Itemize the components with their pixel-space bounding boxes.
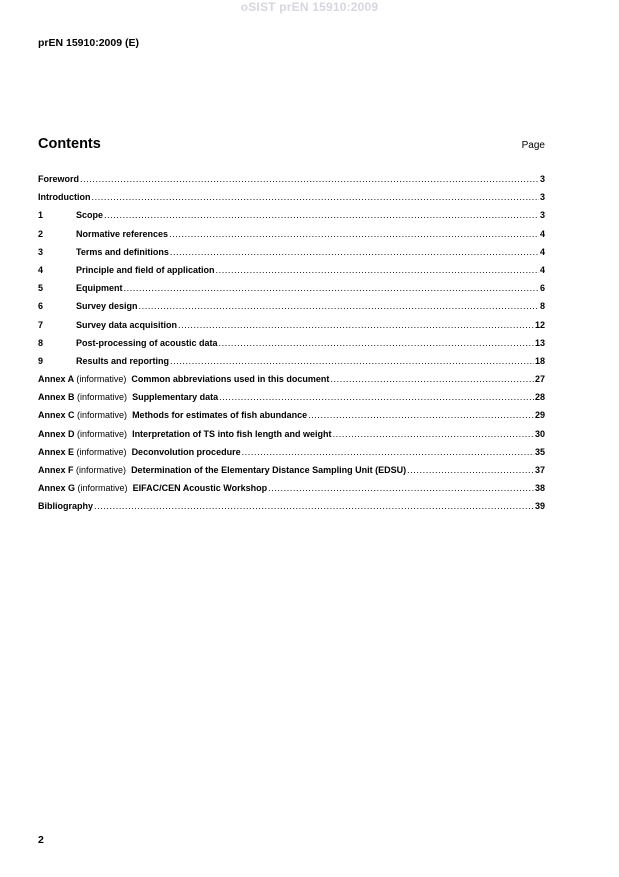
toc-annex-label: Annex D xyxy=(38,428,75,439)
toc-entry[interactable] xyxy=(38,501,545,519)
toc-annex-label: Annex C xyxy=(38,410,75,421)
toc-entry-title: Survey data acquisition xyxy=(76,319,178,330)
toc-entry-title-group xyxy=(76,283,123,293)
toc-entry-title-group xyxy=(38,483,267,493)
toc-entry-page: 6 xyxy=(539,283,545,294)
toc-entry-title-group xyxy=(38,501,93,511)
toc-entry-page: 8 xyxy=(539,301,545,312)
toc-entry-title-group xyxy=(76,320,177,330)
toc-entry-page: 29 xyxy=(534,410,545,421)
toc-entry-title: Principle and field of application xyxy=(76,264,215,275)
toc-entry[interactable] xyxy=(38,210,545,228)
toc-entry-title-group xyxy=(76,265,215,275)
contents-title: Contents xyxy=(38,136,101,152)
toc-leader-dots xyxy=(219,392,534,402)
toc-annex-label: Annex F xyxy=(38,465,74,475)
toc-annex-label: Annex A xyxy=(38,374,74,385)
toc-leader-dots xyxy=(139,301,539,311)
toc-entry[interactable] xyxy=(38,265,545,283)
toc-leader-dots xyxy=(124,283,539,293)
watermark: oSIST prEN 15910:2009 xyxy=(240,0,379,14)
toc-entry-page: 38 xyxy=(534,483,545,494)
toc-entry[interactable] xyxy=(38,229,545,247)
toc-entry-title: Supplementary data xyxy=(132,392,219,403)
toc-entry-title-group xyxy=(38,192,91,202)
toc-leader-dots xyxy=(170,356,534,366)
toc-entry-page: 18 xyxy=(534,355,545,366)
toc-entry[interactable] xyxy=(38,410,545,428)
toc-entry-page: 39 xyxy=(534,501,545,512)
toc-entry-title-group xyxy=(38,374,329,384)
toc-entry-page: 27 xyxy=(534,374,545,385)
toc-entry[interactable] xyxy=(38,283,545,301)
toc-annex-label: Annex G xyxy=(38,483,76,494)
toc-entry-title-group xyxy=(76,210,103,220)
toc-entry-page: 3 xyxy=(539,192,545,203)
toc-entry-title-group xyxy=(38,447,241,457)
toc-leader-dots xyxy=(104,210,539,220)
document-id: prEN 15910:2009 (E) xyxy=(38,37,139,49)
toc-annex-informative: (informative) xyxy=(77,410,128,421)
toc-entry[interactable] xyxy=(38,447,545,465)
toc-entry[interactable] xyxy=(38,301,545,319)
toc-entry-title: Equipment xyxy=(76,283,123,294)
toc-entry-title-group xyxy=(38,410,307,420)
toc-leader-dots xyxy=(178,320,534,330)
toc-entry[interactable] xyxy=(38,429,545,447)
table-of-contents xyxy=(38,174,545,520)
toc-entry-title-group xyxy=(38,174,79,184)
page-number: 2 xyxy=(38,834,44,846)
toc-annex-informative: (informative) xyxy=(77,392,128,403)
toc-annex-informative: (informative) xyxy=(77,428,128,439)
toc-annex-informative: (informative) xyxy=(77,483,128,494)
toc-entry[interactable] xyxy=(38,338,545,356)
toc-entry-title: Methods for estimates of fish abundance xyxy=(132,410,308,421)
toc-entry-title-group xyxy=(38,429,332,439)
toc-entry[interactable] xyxy=(38,174,545,192)
toc-entry-title-group xyxy=(76,247,169,257)
toc-entry-title-group xyxy=(38,392,218,402)
toc-leader-dots xyxy=(407,465,534,475)
toc-entry-title: Survey design xyxy=(76,301,138,312)
toc-leader-dots xyxy=(80,174,539,184)
toc-entry-page: 3 xyxy=(539,210,545,221)
toc-entry-page: 4 xyxy=(539,264,545,275)
toc-entry-title: Introduction xyxy=(38,192,91,203)
toc-entry-title: Foreword xyxy=(38,174,80,184)
toc-annex-informative: (informative) xyxy=(76,374,127,385)
toc-leader-dots xyxy=(219,338,534,348)
toc-entry-title: Bibliography xyxy=(38,501,94,512)
toc-leader-dots xyxy=(169,229,539,239)
toc-entry-title-group xyxy=(76,356,169,366)
toc-entry-title: Scope xyxy=(76,210,104,221)
toc-entry-title: Common abbreviations used in this document xyxy=(131,374,330,385)
toc-entry-number: 8 xyxy=(38,337,44,348)
toc-entry-page: 4 xyxy=(539,228,545,239)
toc-entry-number: 9 xyxy=(38,355,44,366)
toc-leader-dots xyxy=(242,447,534,457)
toc-entry[interactable] xyxy=(38,465,545,483)
toc-entry-title: Determination of the Elementary Distance Sampling Unit (EDSU) xyxy=(131,465,407,475)
toc-entry-number: 5 xyxy=(38,283,44,294)
toc-entry-number: 3 xyxy=(38,246,44,257)
toc-entry-title: EIFAC/CEN Acoustic Workshop xyxy=(132,483,268,494)
page-column-label: Page xyxy=(521,140,545,151)
toc-leader-dots xyxy=(92,192,539,202)
toc-entry-title-group xyxy=(38,465,406,475)
toc-leader-dots xyxy=(94,501,534,511)
toc-annex-label: Annex B xyxy=(38,392,75,403)
toc-entry-page: 3 xyxy=(539,174,545,184)
toc-entry[interactable] xyxy=(38,356,545,374)
toc-entry-title: Post-processing of acoustic data xyxy=(76,337,218,348)
toc-entry-number: 6 xyxy=(38,301,44,312)
toc-leader-dots xyxy=(216,265,539,275)
toc-entry-page: 37 xyxy=(534,465,545,475)
toc-leader-dots xyxy=(170,247,539,257)
toc-entry-page: 28 xyxy=(534,392,545,403)
toc-entry-title: Normative references xyxy=(76,228,169,239)
toc-entry-number: 2 xyxy=(38,228,44,239)
toc-entry[interactable] xyxy=(38,320,545,338)
toc-entry-number: 1 xyxy=(38,210,44,221)
toc-annex-informative: (informative) xyxy=(76,465,127,475)
toc-entry[interactable] xyxy=(38,392,545,410)
toc-entry-title-group xyxy=(76,229,168,239)
toc-entry-title-group xyxy=(76,338,218,348)
toc-leader-dots xyxy=(333,429,534,439)
toc-entry-number: 7 xyxy=(38,319,44,330)
toc-annex-informative: (informative) xyxy=(76,446,127,457)
toc-entry-page: 12 xyxy=(534,319,545,330)
toc-entry[interactable] xyxy=(38,247,545,265)
toc-leader-dots xyxy=(268,483,534,493)
toc-entry[interactable] xyxy=(38,374,545,392)
toc-leader-dots xyxy=(308,410,534,420)
toc-annex-label: Annex E xyxy=(38,446,75,457)
toc-entry-title: Terms and definitions xyxy=(76,246,169,257)
toc-entry-number: 4 xyxy=(38,264,44,275)
toc-entry-title: Results and reporting xyxy=(76,355,170,366)
toc-entry-page: 13 xyxy=(534,337,545,348)
toc-entry-title-group xyxy=(76,301,138,311)
toc-entry[interactable] xyxy=(38,483,545,501)
toc-entry-title: Deconvolution procedure xyxy=(131,446,241,457)
toc-entry-page: 35 xyxy=(534,446,545,457)
toc-entry-title: Interpretation of TS into fish length and weight xyxy=(132,428,332,439)
toc-entry-page: 4 xyxy=(539,246,545,257)
toc-leader-dots xyxy=(330,374,534,384)
toc-entry-page: 30 xyxy=(534,428,545,439)
toc-entry[interactable] xyxy=(38,192,545,210)
